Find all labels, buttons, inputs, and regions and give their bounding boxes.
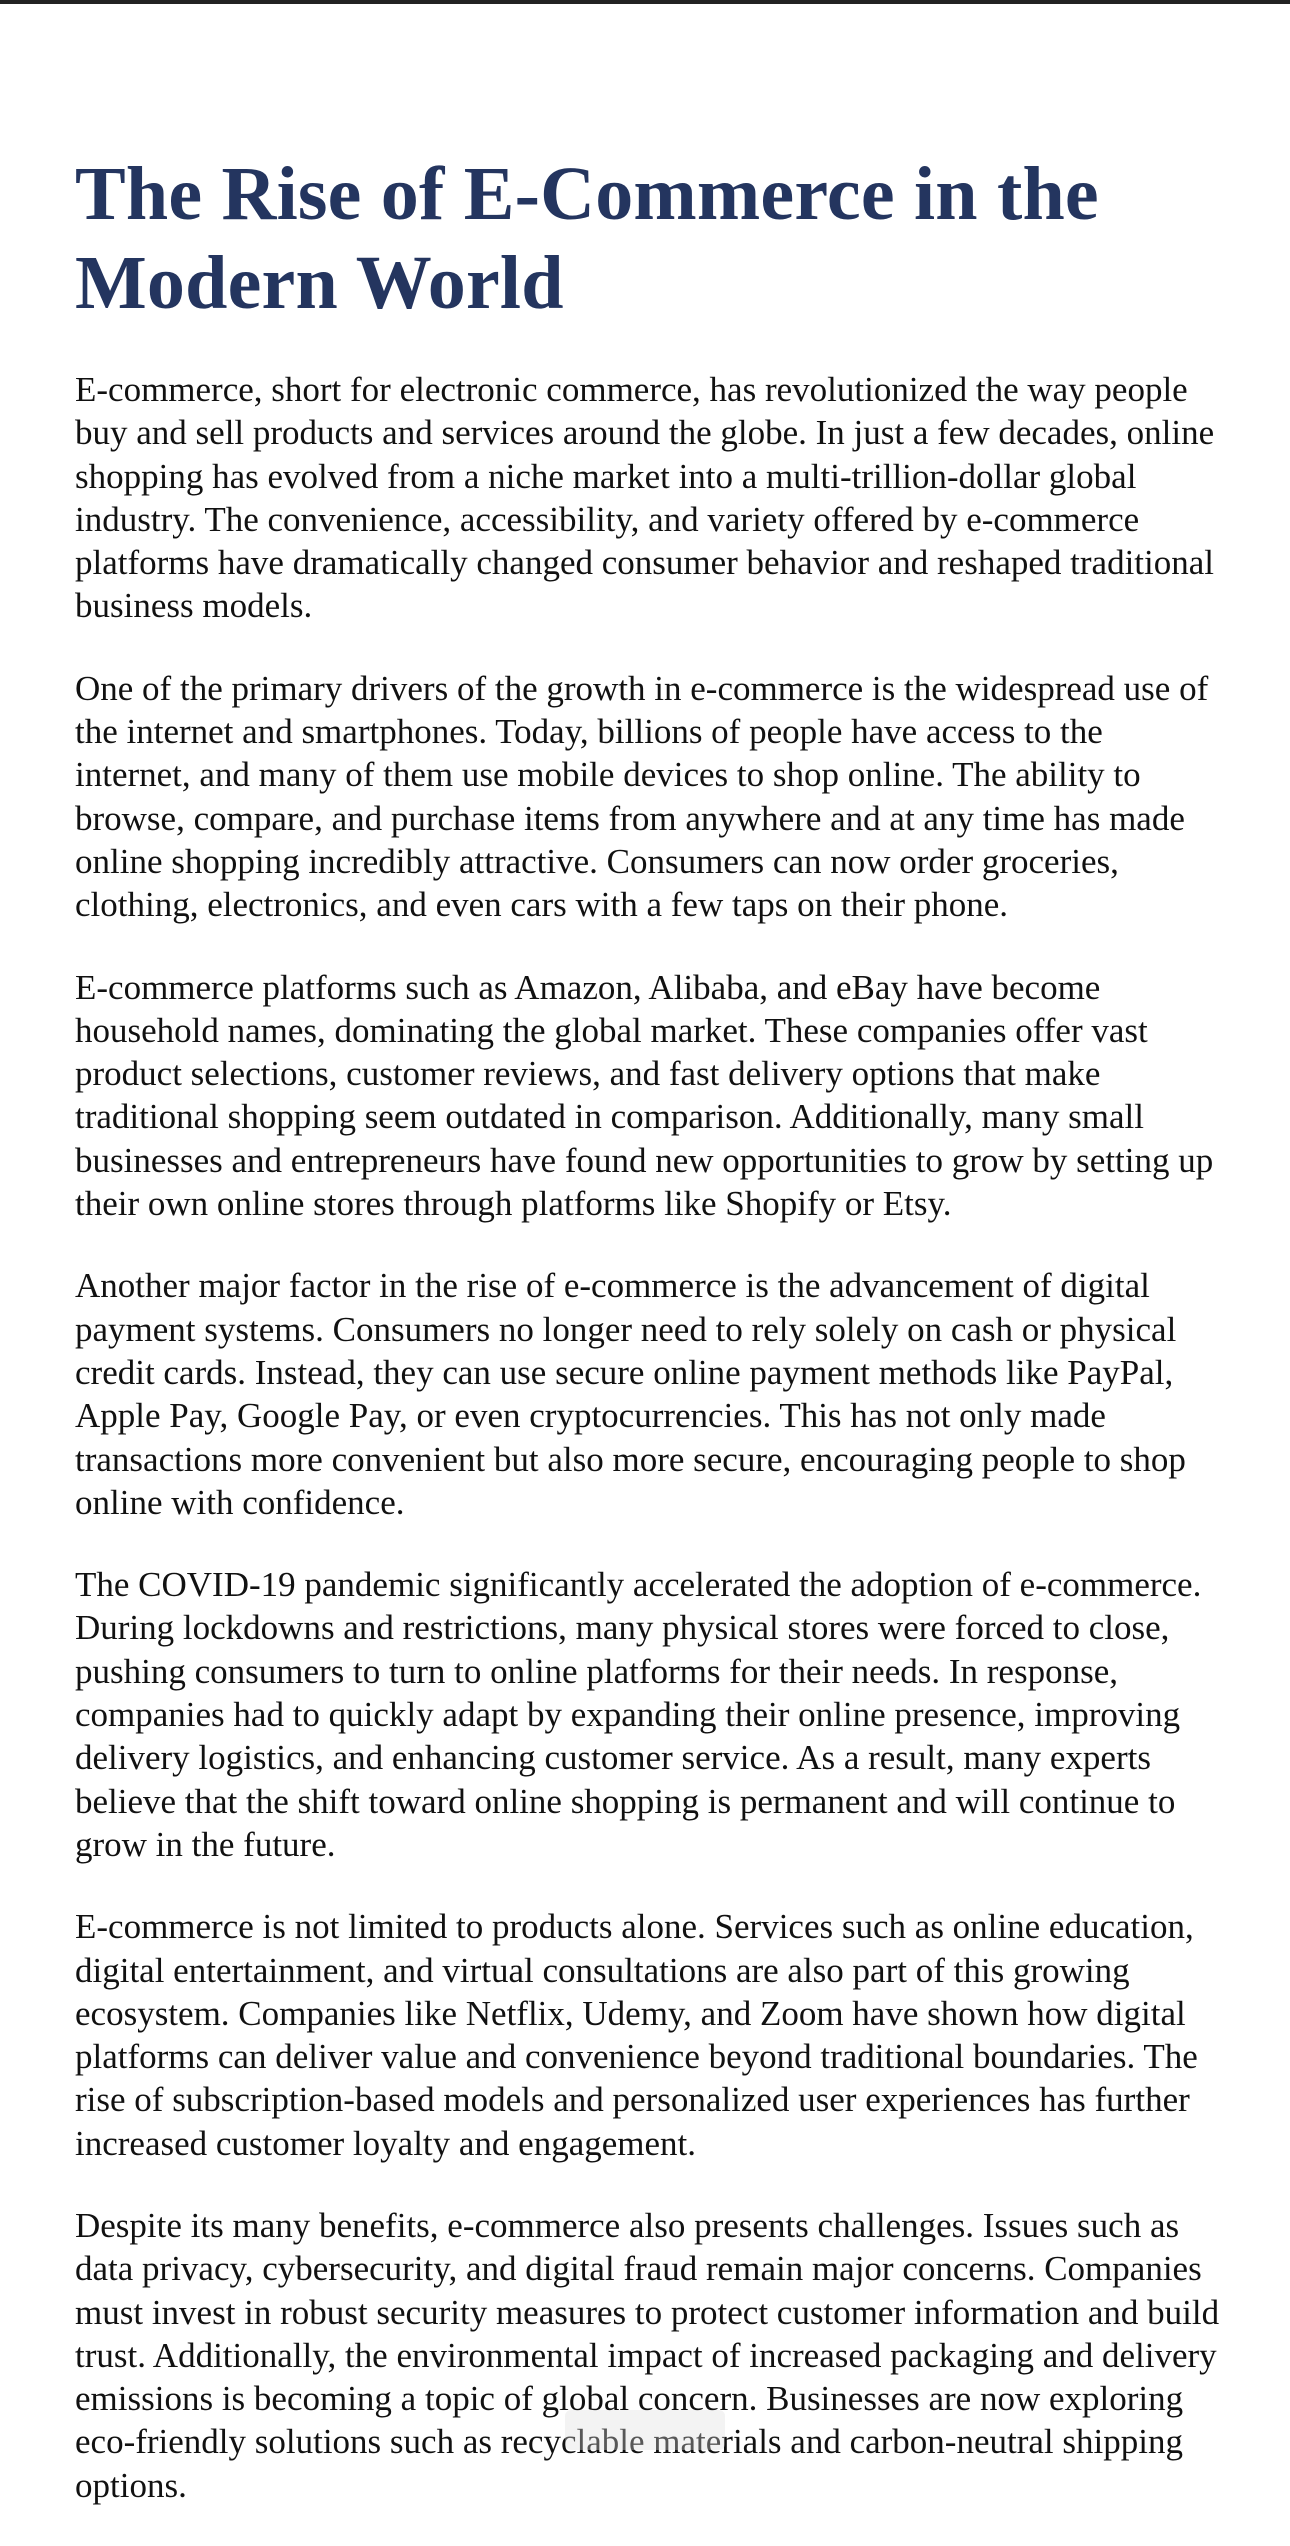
article-title: The Rise of E-Commerce in the Modern World	[75, 152, 1099, 325]
paragraph-covid: The COVID-19 pandemic significantly accelerated the adoption of e-commerce. During lockdowns and restrictions, many physical stores were forced to close, pushing consumers to turn to online platforms for their needs. In response, companies had to quickly adapt by expanding their online presence, improving delivery logistics, and enhancing customer service. As a result, many experts believe that the shift toward online shopping is permanent and will continue to grow in the future.	[75, 1565, 1202, 1864]
top-border	[0, 0, 1290, 4]
faint-watermark	[565, 2410, 725, 2450]
paragraph-intro: E-commerce, short for electronic commerce, has revolutionized the way people buy and sell products and services around the globe. In just a few decades, online shopping has evolved from a niche market into a multi-trillion-dollar global industry. The convenience, accessibility, and variety offered by e-commerce platforms have dramatically changed consumer behavior and reshaped traditional business models.	[75, 370, 1215, 626]
paragraph-platforms: E-commerce platforms such as Amazon, Alibaba, and eBay have become household names, dominating the global market. These companies offer vast product selections, customer reviews, and fast delivery options that make traditional shopping seem outdated in comparison. Additionally, many small businesses and entrepreneurs have found new opportunities to grow by setting up their own online stores through platforms like Shopify or Etsy.	[75, 967, 1214, 1224]
article	[75, 150, 1225, 2546]
paragraph-internet-smartphones: One of the primary drivers of the growth in e-commerce is the widespread use of the internet and smartphones. Today, billions of people have access to the internet, and many of them use mobile devices to shop online. The ability to browse, compare, and purchase items from anywhere and at any time has made online shopping incredibly attractive. Consumers can now order groceries, clothing, electronics, and even cars with a few taps on their phone.	[75, 668, 1209, 925]
paragraph-services: E-commerce is not limited to products alone. Services such as online education, digital entertainment, and virtual consultations are also part of this growing ecosystem. Companies like Netflix, Udemy, and Zoom have shown how digital platforms can deliver value and convenience beyond traditional boundaries. The rise of subscription-based models and personalized user experiences has further increased customer loyalty and engagement.	[75, 1907, 1198, 2163]
paragraph-payments: Another major factor in the rise of e-commerce is the advancement of digital payment systems. Consumers no longer need to rely solely on cash or physical credit cards. Instead, they can use secure online payment methods like PayPal, Apple Pay, Google Pay, or even cryptocurrencies. This has not only made transactions more convenient but also more secure, encouraging people to shop online with confidence.	[75, 1266, 1186, 1522]
paragraph-challenges: Despite its many benefits, e-commerce also presents challenges. Issues such as data privacy, cybersecurity, and digital fraud remain major concerns. Companies must invest in robust security measures to protect customer information and build trust. Additionally, the environmental impact of increased packaging and delivery emissions is becoming a topic of global concern. Businesses are now exploring eco-friendly solutions such as recyclable materials and carbon-neutral shipping options.	[75, 2205, 1220, 2505]
